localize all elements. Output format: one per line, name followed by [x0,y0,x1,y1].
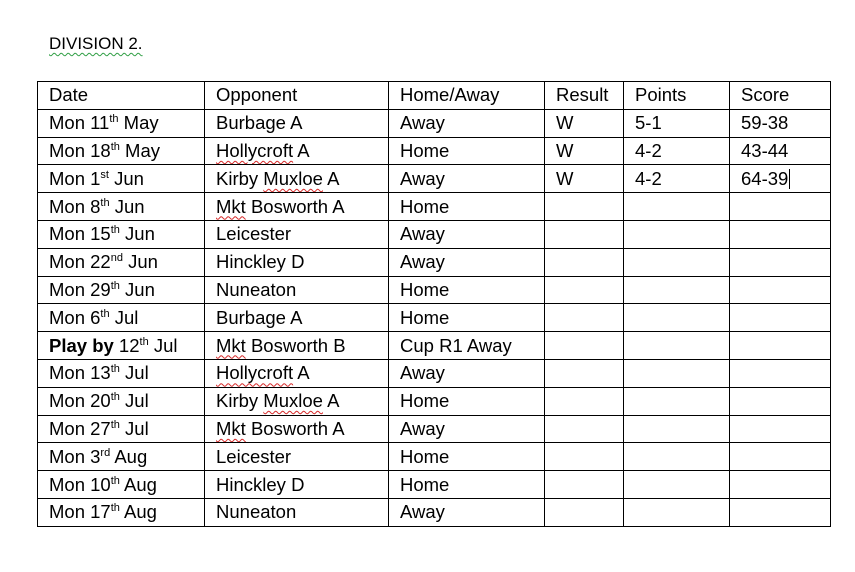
result-cell: W [545,165,624,193]
opponent-cell [205,359,389,387]
date-ordinal: th [100,196,110,209]
home-away-cell: Away [389,359,545,387]
date-day: Mon 13 [49,362,111,384]
opponent-name: Mkt Bosworth B [216,334,346,356]
division-heading: DIVISION 2. [49,34,143,53]
date-day: Mon 20 [49,390,111,412]
header-row [38,82,831,110]
table-row [38,415,831,443]
table-row [38,165,831,193]
score-cell [730,193,831,221]
points-cell: 5-1 [624,109,730,137]
table-row [38,193,831,221]
date-month: Aug [110,445,148,467]
date-ordinal: th [110,474,120,487]
opponent-name: Burbage A [216,306,303,328]
date-ordinal: th [110,418,120,431]
home-away-cell: Cup R1 Away [389,332,545,360]
column-header-points: Points [624,82,730,110]
date-ordinal: st [100,168,109,181]
home-away-cell: Away [389,248,545,276]
date-ordinal: th [110,279,120,292]
result-cell: W [545,109,624,137]
opponent-cell [205,165,389,193]
table-row [38,109,831,137]
home-away-cell: Home [389,387,545,415]
date-cell [38,165,205,193]
opponent-cell [205,220,389,248]
date-month: Jul [148,334,178,356]
points-cell [624,498,730,526]
date-cell [38,443,205,471]
table-row [38,471,831,499]
opponent-name: Nuneaton [216,501,297,523]
result-cell [545,193,624,221]
date-cell [38,471,205,499]
opponent-cell [205,109,389,137]
spelling-flagged-word: Muxloe [263,167,323,189]
date-day: Mon 8 [49,195,101,217]
points-cell [624,248,730,276]
points-cell [624,471,730,499]
score-cell [730,248,831,276]
score-value: 64-39 [741,167,789,189]
date-day: Mon 11 [49,112,110,134]
spelling-flagged-word: Mkt [216,417,246,439]
opponent-name: Mkt Bosworth A [216,195,345,217]
score-cell [730,359,831,387]
opponent-name: Leicester [216,223,292,245]
points-cell [624,276,730,304]
date-ordinal: th [110,140,120,153]
opponent-name: Kirby Muxloe A [216,390,340,412]
points-cell [624,332,730,360]
points-cell [624,304,730,332]
result-cell [545,471,624,499]
date-day: Mon 22 [49,251,111,273]
points-cell: 4-2 [624,137,730,165]
table-row [38,220,831,248]
opponent-name: Hollycroft A [216,139,310,161]
result-cell: W [545,137,624,165]
result-cell [545,387,624,415]
score-value: 43-44 [741,139,789,161]
score-cell [730,498,831,526]
result-cell [545,498,624,526]
date-day: Mon 17 [49,501,111,523]
score-cell [730,109,831,137]
spelling-flagged-word: Hollycroft [216,139,294,161]
home-away-cell: Home [389,193,545,221]
points-cell [624,193,730,221]
opponent-cell [205,443,389,471]
result-cell [545,276,624,304]
home-away-cell: Home [389,471,545,499]
date-month: Jun [119,278,155,300]
date-month: Aug [119,473,157,495]
spelling-flagged-word: Mkt [216,195,246,217]
table-row [38,498,831,526]
opponent-cell [205,471,389,499]
text-cursor [789,169,790,189]
opponent-cell [205,332,389,360]
column-header-opponent: Opponent [205,82,389,110]
opponent-cell [205,387,389,415]
opponent-name: Mkt Bosworth A [216,417,345,439]
home-away-cell: Away [389,220,545,248]
date-ordinal: nd [110,252,123,265]
home-away-cell: Home [389,304,545,332]
date-month: Jul [109,306,139,328]
points-cell: 4-2 [624,165,730,193]
result-cell [545,359,624,387]
opponent-name: Hinckley D [216,473,305,495]
points-cell [624,415,730,443]
points-cell [624,359,730,387]
home-away-cell: Away [389,165,545,193]
date-day: Mon 6 [49,306,101,328]
table-row [38,332,831,360]
table-row [38,248,831,276]
date-month: Jun [108,167,144,189]
home-away-cell: Home [389,276,545,304]
date-cell [38,220,205,248]
date-month: May [119,139,160,161]
date-ordinal: th [110,363,120,376]
date-month: Jul [119,362,149,384]
date-cell [38,137,205,165]
table-row [38,359,831,387]
opponent-cell [205,415,389,443]
spelling-flagged-word: Hollycroft [216,362,294,384]
date-month: May [118,112,159,134]
date-cell [38,415,205,443]
fixtures-table [37,81,831,527]
points-cell [624,387,730,415]
table-row [38,137,831,165]
date-ordinal: th [110,224,120,237]
table-row [38,276,831,304]
date-prefix: Play by [49,334,114,356]
date-month: Jul [119,390,149,412]
date-ordinal: th [139,335,149,348]
date-ordinal: rd [100,446,111,459]
date-day: Mon 18 [49,139,111,161]
spelling-flagged-word: Muxloe [263,390,323,412]
result-cell [545,443,624,471]
result-cell [545,220,624,248]
result-cell [545,332,624,360]
column-header-result: Result [545,82,624,110]
date-cell [38,304,205,332]
date-ordinal: th [100,307,110,320]
result-cell [545,304,624,332]
date-day: 12 [113,334,140,356]
points-cell [624,443,730,471]
date-ordinal: th [110,391,120,404]
score-cell [730,443,831,471]
opponent-name: Kirby Muxloe A [216,167,340,189]
opponent-cell [205,248,389,276]
home-away-cell: Away [389,415,545,443]
table-row [38,387,831,415]
opponent-cell [205,498,389,526]
score-value: 59-38 [741,112,789,134]
column-header-score: Score [730,82,831,110]
opponent-cell [205,276,389,304]
date-cell [38,332,205,360]
date-cell [38,387,205,415]
points-cell [624,220,730,248]
date-day: Mon 10 [49,473,111,495]
score-cell [730,415,831,443]
score-cell [730,220,831,248]
home-away-cell: Home [389,443,545,471]
table-row [38,443,831,471]
date-cell [38,109,205,137]
date-month: Jun [122,251,158,273]
date-cell [38,248,205,276]
fixtures-body [38,109,831,526]
score-cell [730,276,831,304]
date-month: Jun [109,195,145,217]
column-header-date: Date [38,82,205,110]
score-cell [730,471,831,499]
date-ordinal: th [109,113,119,126]
home-away-cell: Home [389,137,545,165]
home-away-cell: Away [389,109,545,137]
date-month: Jun [119,223,155,245]
table-row [38,304,831,332]
date-day: Mon 27 [49,417,111,439]
score-cell [730,332,831,360]
date-ordinal: th [110,502,120,515]
score-cell [730,304,831,332]
result-cell [545,248,624,276]
opponent-name: Hollycroft A [216,362,310,384]
date-month: Jul [119,417,149,439]
opponent-name: Hinckley D [216,251,305,273]
date-cell [38,359,205,387]
date-day: Mon 29 [49,278,111,300]
score-cell [730,387,831,415]
date-day: Mon 3 [49,445,101,467]
opponent-cell [205,137,389,165]
opponent-cell [205,193,389,221]
date-cell [38,498,205,526]
score-cell [730,165,831,193]
date-cell [38,276,205,304]
date-day: Mon 1 [49,167,101,189]
opponent-name: Burbage A [216,112,303,134]
home-away-cell: Away [389,498,545,526]
date-cell [38,193,205,221]
score-cell [730,137,831,165]
spelling-flagged-word: Mkt [216,334,246,356]
opponent-name: Leicester [216,445,292,467]
opponent-cell [205,304,389,332]
column-header-home-away: Home/Away [389,82,545,110]
result-cell [545,415,624,443]
opponent-name: Nuneaton [216,278,297,300]
date-month: Aug [119,501,157,523]
date-day: Mon 15 [49,223,111,245]
